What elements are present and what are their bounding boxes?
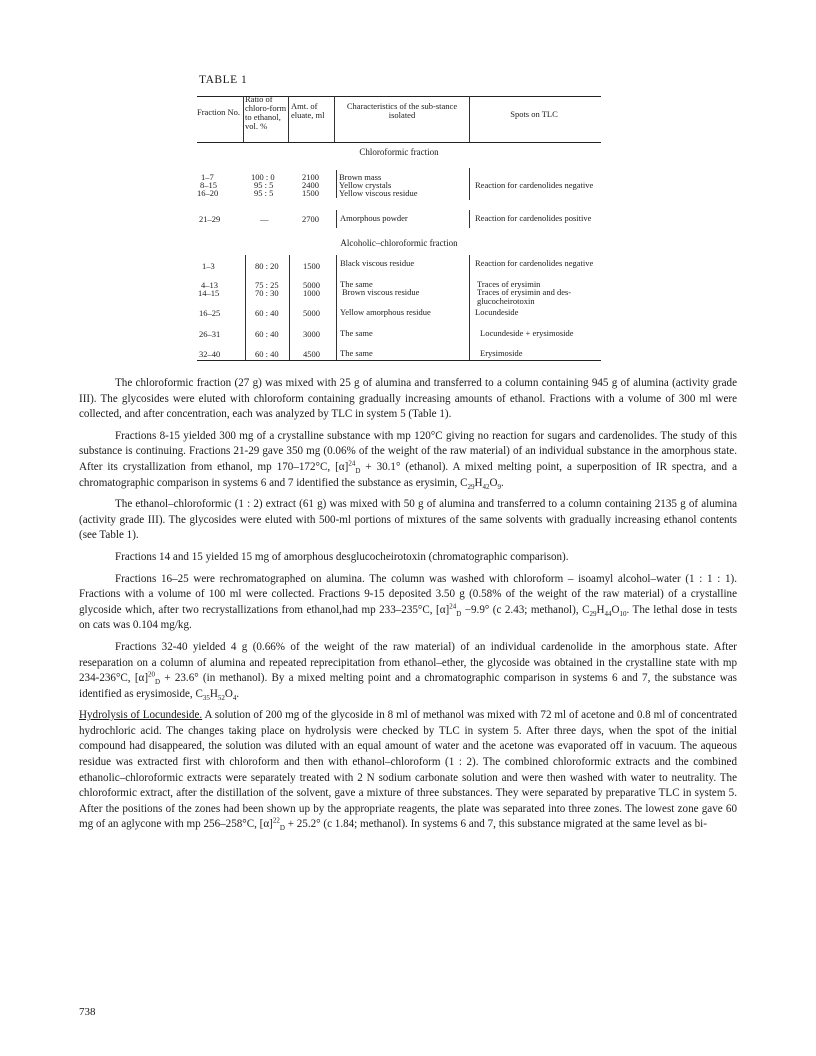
paragraph: Hydrolysis of Locundeside. A solution of 200 mg of the glycoside in 8 ml of methanol was mixed with 72 ml of acetone and 0.8 ml of concentrated hydrochloric acid. The changes taking place on hydrolysis were checked by TLC in system 5. After three days, when the spot of the initial compound had disappeared, the solution was diluted with an equal amount of water and the acetone was evaporated off in vacuum. The aqueous residue was extracted first with chloroform and then with ethanol–chloroform (1 : 2). The combined chloroformic extracts and the combined ethanolic–chloroformic extracts were separately treated with 2 N sodium carbonate solution and were then washed with water to neutrality. The chloroformic extract, after the distillation of the solvent, gave a mixture of three substances. They were separated by preparative TLC in system 5. After the positions of the zones had been shown up by the appropriate reagents, the plate was separated into three zones. The lowest zone gave 60 mg of an aglycone with mp 256–258°C, $[\alpha]^{22}_D + 25.2^\circ$ (c 1.84; methanol). In systems 6 and 7, this substance migrated at the same level as bi- <box>79 709 738 833</box>
table-bottom-rule <box>197 360 601 361</box>
paragraph: The chloroformic fraction (27 g) was mixed with 25 g of alumina and transferred to a column containing 945 g of alumina (activity grade III). The glycosides were eluted with chloroform containing gradually increasing amounts of ethanol. Fractions with a volume of 300 ml were collected, and after concentration, each was analyzed by TLC in system 5 (Table 1). <box>79 377 737 421</box>
header-spots: Spots on TLC <box>510 109 558 119</box>
table-header-rule <box>197 142 601 143</box>
header-amount: Amt. of eluate, ml <box>291 101 325 120</box>
section-alcoholic-chloroformic: Alcoholic–chloroformic fraction <box>340 238 458 248</box>
fractions-table: Fraction No. Ratio of chloro-form to ethanol, vol. % Amt. of eluate, ml Characteristics of the sub-stance isolated Spots on TLC Chloroformic fraction 1–7 100 : 0 2100 Brown mass 8–15 95 : 5 2400 Yellow crystals Reaction for cardenolides negative 16–20 95 : 5 1500 Yellow viscous residue 21–29 — 2700 Amorphous powder Reaction for cardenolides positive Alcoholic–chloroformic fraction 1–3 80 : 20 1500 Black viscous residue Reaction for cardenolides negative 4–13 75 : 25 5000 The same Traces of erysimin 14–15 70 : 30 1000 Brown viscous residue Traces of erysimin and des-glucocheirotoxin 16–25 60 : 40 5000 Yellow amorphous residue Locundeside 26–31 60 : 40 3000 The same Locundeside + erysimoside 32–40 60 : 40 4500 The same Erysimoside <box>197 92 601 362</box>
body-text <box>79 376 737 839</box>
section-chloroformic: Chloroformic fraction <box>359 147 439 157</box>
paragraph: Fractions 8-15 yielded 300 mg of a crystalline substance with mp 120°C giving no reaction for sugars and cardenolides. The study of this substance is continuing. Fractions 21-29 gave 350 mg (0.06% of the weight of the raw material) of an individual substance in the amorphous state. After its crystallization from ethanol, mp 170–172°C, $[\alpha]^{24}_D + 30.1^\circ$ (ethanol). A mixed melting point, a superposition of IR spectra, and a chromatographic comparison in systems 6 and 7 identified the substance as erysimin, $C_{29}H_{42}O_9$. <box>79 429 737 491</box>
paragraph: The ethanol–chloroformic (1 : 2) extract (61 g) was mixed with 50 g of alumina and transferred to a column containing 2135 g of alumina (activity grade III). The glycosides were eluted with 500-ml portions of mixtures of the same solvents with gradually increasing ethanol contents (see Table 1). <box>79 498 737 542</box>
table-caption: TABLE 1 <box>199 74 248 86</box>
paragraph: Fractions 16–25 were rechromatographed on alumina. The column was washed with chloroform – isoamyl alcohol–water (1 : 1 : 1). Fractions with a volume of 100 ml were collected. Fractions 9-15 deposited 3.50 g (0.58% of the weight of the raw material) of a crystalline glycoside which, after two recrystallizations from ethanol,had mp 233–235°C, $[\alpha]^{24}_D -9.9^\circ$ (c 2.43; methanol), $C_{29}H_{44}O_{10}$. The lethal dose in tests on cats was 0.104 mg/kg. <box>79 572 738 632</box>
header-fraction-no: Fraction No. <box>197 107 240 117</box>
page-number: 738 <box>79 1006 96 1018</box>
section-heading: Hydrolysis of Locundeside. <box>79 709 203 722</box>
header-characteristics: Characteristics of the sub-stance isolated <box>346 101 458 120</box>
header-ratio: Ratio of chloro-form to ethanol, vol. % <box>245 94 287 131</box>
paragraph: Fractions 14 and 15 yielded 15 mg of amorphous desglucocheirotoxin (chromatographic comparison). <box>115 550 569 563</box>
paragraph: Fractions 32-40 yielded 4 g (0.66% of the weight of the raw material) of an individual cardenolide in the amorphous state. After reseparation on a column of alumina and repeated reprecipitation from ethanol–ether, the glycoside was obtained in the crystalline state with mp 234-236°C, $[\alpha]^{20}_D + 23.6^\circ$ (in methanol). By a mixed melting point and a chromatographic comparison in systems 6 and 7, the substance was identified as erysimoside, $C_{35}H_{52}O_4$. <box>79 640 737 702</box>
